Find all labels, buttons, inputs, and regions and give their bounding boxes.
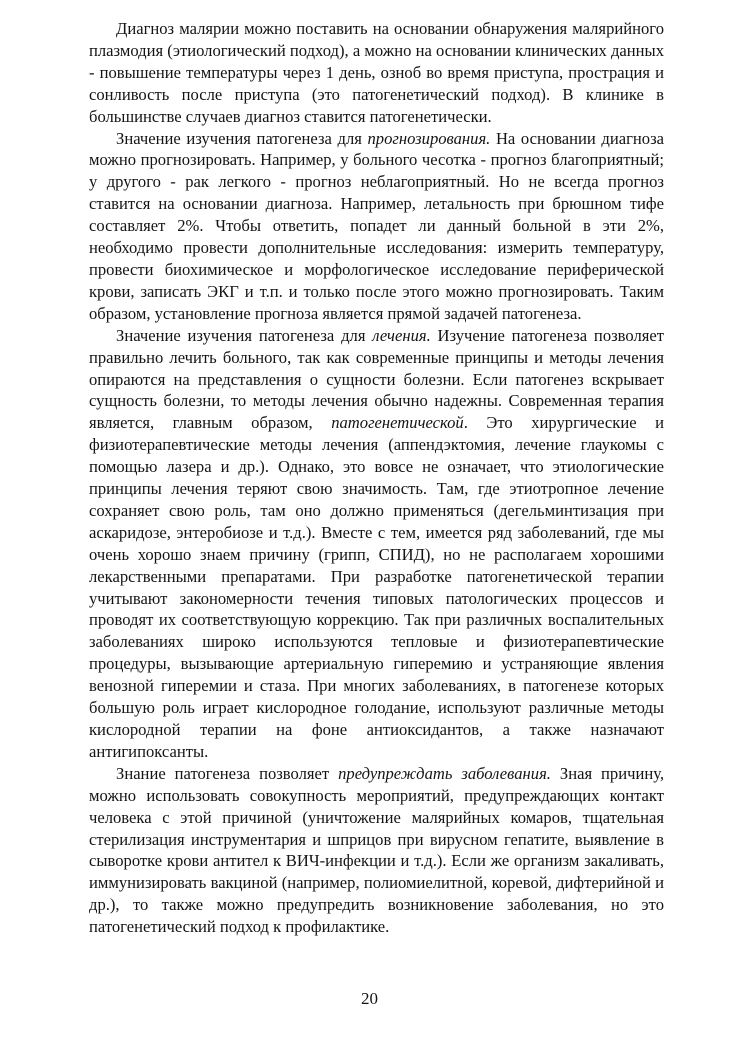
paragraph-3-therapy-emphasis: патогенетической <box>331 413 464 433</box>
paragraph-4-emphasis: предупреждать заболевания. <box>338 763 551 783</box>
paragraph-2-emphasis: прогнозирования. <box>367 128 491 148</box>
page-number: 20 <box>361 989 378 1008</box>
paragraph-3-text: Изучение патогенеза позволяет правильно лечить больного, так как современные принципы и методы лечения опираются на представления о сущности болезни. Если патогенез вскрывает сущность болезни, то методы лечения обычно надежны. Современная терапия является, главным образом, <box>89 325 664 433</box>
document-page <box>89 18 664 938</box>
paragraph-4-lead: Знание патогенеза позволяет <box>116 763 339 783</box>
paragraph-prognosis <box>89 128 664 325</box>
paragraph-3-lead: Значение изучения патогенеза для <box>116 325 373 345</box>
paragraph-3-therapy-text: . Это хирургические и физиотерапевтические методы лечения (аппендэктомия, лечение глаукомы с помощью лазера и др.). Однако, это вовсе не означает, что этиологические принципы лечения теряют свою значимость. Там, где этиотропное лечение сохраняет свою роль, там оно должно применяться (дегельминтизация при аскаридозе, энтеробиозе и т.д.). Вместе с тем, имеется ряд заболеваний, где мы очень хорошо знаем причину (грипп, СПИД), но не располагаем хорошими лекарственными препаратами. При разработке патогенетической терапии учитывают закономерности течения типовых патологических процессов и проводят их соответствующую коррекцию. Так при различных воспалительных заболеваниях широко используются тепловые и физиотерапевтические процедуры, вызывающие артериальную гиперемию и устраняющие явления венозной гиперемии и стаза. При многих заболеваниях, в патогенезе которых большую роль играет кислородное голодание, используют различные методы кислородной терапии на фоне антиоксидантов, а также назначают антигипоксанты. <box>89 413 664 761</box>
paragraph-2-text: На основании диагноза можно прогнозировать. Например, у больного чесотка - прогноз благоприятный; у другого - рак легкого - прогноз неблагоприятный. Но не всегда прогноз ставится на основании диагноза. Например, летальность при брюшном тифе составляет 2%. Чтобы ответить, попадет ли данный больной в эти 2%, необходимо провести дополнительные исследования: измерить температуру, провести биохимическое и морфологическое исследование периферической крови, записать ЭКГ и т.п. и только после этого можно прогнозировать. Таким образом, установление прогноза является прямой задачей патогенеза. <box>89 128 664 323</box>
paragraph-1-text: Диагноз малярии можно поставить на основании обнаружения малярийного плазмодия (этиологический подход), а можно на основании клинических данных - повышение температуры через 1 день, озноб во время приступа, прострация и сонливость после приступа (это патогенетический подход). В клинике в большинстве случаев диагноз ставится патогенетически. <box>89 19 664 126</box>
paragraph-2-lead: Значение изучения патогенеза для <box>116 128 368 148</box>
paragraph-4-text: Зная причину, можно использовать совокупность мероприятий, предупреждающих контакт человека с этой причиной (уничтожение малярийных комаров, тщательная стерилизация инструментария и шприцов при вирусном гепатите, выявление в сыворотке крови антител к ВИЧ-инфекции и т.д.). Если же организм закаливать, иммунизировать вакциной (например, полиомиелитной, коревой, дифтерийной и др.), то также можно предупредить возникновение заболевания, но это патогенетический подход к профилактике. <box>89 763 664 937</box>
paragraph-prevention <box>89 763 664 938</box>
paragraph-malaria-diagnosis <box>89 18 664 128</box>
paragraph-treatment <box>89 325 664 763</box>
paragraph-3-emphasis: лечения. <box>372 325 431 345</box>
